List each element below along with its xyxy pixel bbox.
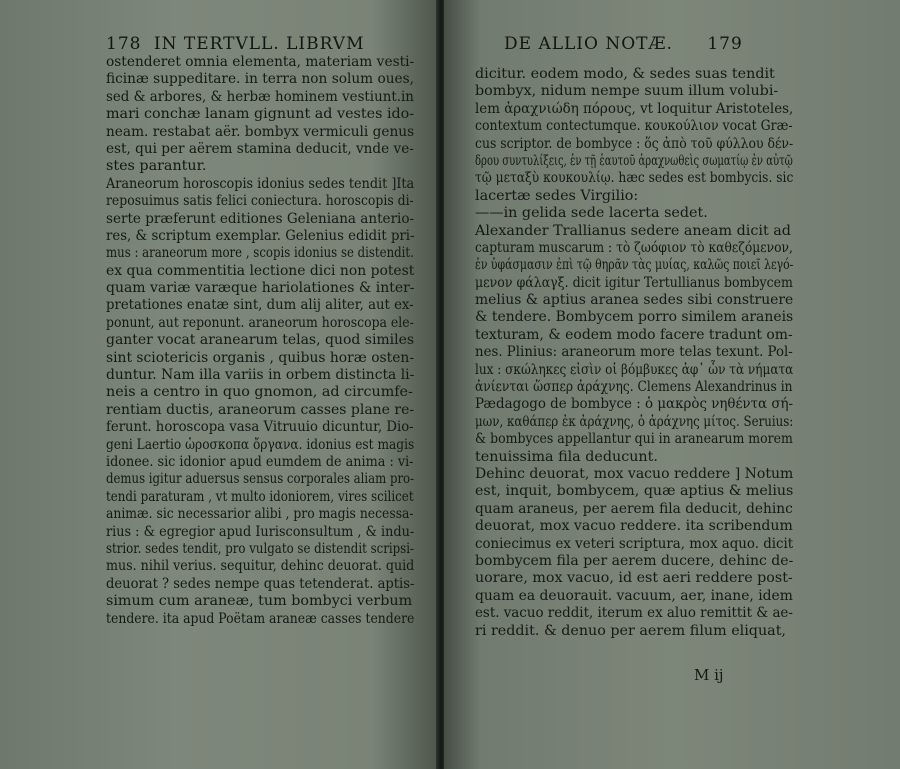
text-line: mus. nihil verius. sequitur, dehinc deuorat. quid [106, 558, 415, 575]
text-line: ferunt. horoscopa vasa Vitruuio dicuntur, Dio- [106, 419, 414, 436]
text-line: duntur. Nam illa variis in orbem distincta li- [106, 367, 415, 384]
right-running-head [504, 34, 743, 54]
text-line: lacertæ sedes Virgilio: [475, 187, 639, 204]
text-line: Araneorum horoscopis idonius sedes tendit ]Ita [106, 175, 415, 192]
text-line: quam variæ varæque hariolationes & inter- [106, 280, 415, 297]
text-line: ri reddit. & denuo per aerem filum eliquat, [475, 622, 786, 639]
text-line: tendi paraturam , vt multo idoniorem, vires scilicet [106, 488, 414, 505]
text-line: lem ἀραχνιώδη πόρους, vt loquitur Aristoteles, [475, 100, 794, 117]
text-line: ex qua commentitia lectione dici non potest [106, 262, 415, 279]
text-line: lux : σκώληκες εἰσὶν οἱ βόμβυκες ἀφ᾽ ὧν τὰ νήματα [475, 361, 794, 378]
text-line: quam araneus, per aerem fila deducit, dehinc [475, 500, 793, 517]
text-line: reposuimus satis felici coniectura. horoscopis di- [106, 193, 414, 210]
text-line: tenuissima fila deducunt. [475, 448, 658, 465]
text-line: sint sciotericis organis , quibus horæ osten- [106, 349, 415, 366]
right-head-title: DE ALLIO NOTÆ. [504, 34, 673, 54]
text-line: coniecimus ex veteri scriptura, mox aquo. dicit [475, 535, 794, 552]
text-line: & bombyces appellantur qui in aranearum morem [475, 431, 793, 448]
text-line: neis a centro in quo gnomon, ad circumfe- [106, 384, 413, 401]
text-line: est, qui per aërem stamina deducit, vnde ve- [106, 140, 414, 157]
text-line: stes parantur. [106, 158, 207, 175]
signature-mark: M ij [694, 666, 724, 684]
left-page [0, 0, 438, 769]
left-running-head [106, 34, 364, 54]
text-line: bombycem fila per aerem ducere, dehinc de- [475, 552, 794, 569]
text-line: dicitur. eodem modo, & sedes suas tendit [475, 66, 775, 82]
text-line: mus : araneorum more , scopis idonius se distendit. [106, 245, 414, 262]
text-line: bombyx, nidum nempe suum illum volubi- [475, 83, 779, 100]
text-line: idonee. sic idonior apud eumdem de anima : vi- [106, 453, 414, 470]
text-line: serte præferunt editiones Geleniana anterio- [106, 210, 415, 227]
text-line: contextum contectumque. κουκούλιον vocat Græ- [475, 118, 793, 135]
text-line: texturam, & eodem modo facere tradunt om- [475, 326, 793, 343]
text-line: deuorat, mox vacuo reddere. ita scribendum [475, 518, 793, 535]
text-line: quam ea deuorauit. vacuum, aer, inane, idem [475, 587, 793, 604]
text-line: est. vacuo reddit, iterum ex aluo remittit & ae- [475, 605, 793, 622]
text-line: strior. sedes tendit, pro vulgato se distendit scripsi- [106, 540, 414, 557]
text-line: melius & aptius aranea sedes sibi construere [475, 292, 794, 309]
left-page-text [106, 54, 414, 628]
text-line: Alexander Trallianus sedere aneam dicit ad [475, 222, 791, 239]
text-line: τῷ μεταξὺ κουκουλίῳ. hæc sedes est bombycis. sic [475, 170, 794, 187]
text-line: pretationes enatæ sint, dum alij aliter, aut ex- [106, 297, 414, 314]
text-line: mari conchæ lanam gignunt ad vestes ido- [106, 106, 415, 123]
text-line: μενον φάλαγξ. dicit igitur Tertullianus bombycem [475, 274, 793, 291]
text-line: res, & scriptum exemplar. Gelenius edidit pri- [106, 227, 415, 244]
right-page-number: 179 [707, 34, 743, 54]
right-page-text [475, 66, 793, 640]
text-line: uorare, mox vacuo, id est aeri reddere post- [475, 570, 793, 587]
text-line: ponunt, aut reponunt. araneorum horoscopa ele- [106, 314, 414, 331]
text-line: δρου συντυλίξεις, ἐν τῇ ἑαυτοῦ ἀραχνωθεὶς σωματίῳ ἐν αὐτῷ [475, 152, 793, 169]
text-line: nes. Plinius: araneorum more telas texunt. Pol- [475, 344, 793, 361]
left-head-title: IN TERTVLL. LIBRVM [153, 34, 365, 54]
text-line: ganter vocat aranearum telas, quod similes [106, 332, 415, 349]
text-line: demus igitur aduersus sensus corporales aliam pro- [106, 471, 415, 488]
text-line: μων, καθάπερ ἐκ ἀράχνης, ὁ ἀράχνης μίτος. Seruius: [475, 413, 794, 430]
text-line: deuorat ? sedes nempe quas tetenderat. aptis- [106, 575, 415, 592]
text-line: capturam muscarum : τὸ ζωόφιον τὸ καθεζόμενον, [475, 239, 793, 256]
text-line: cus scriptor. de bombyce : ὅς ἀπὸ τοῦ φύλλου δέν- [475, 135, 794, 152]
text-line: animæ. sic necessarior alibi , pro magis necessa- [106, 506, 414, 523]
text-line: & tendere. Bombycem porro similem araneis [475, 309, 794, 326]
text-line: ——in gelida sede lacerta sedet. [475, 205, 708, 222]
text-line: geni Laertio ὡροσκοπα ὄργανα. idonius est magis [106, 436, 415, 453]
text-line: ἀνίενται ὥσπερ ἀράχνης. Clemens Alexandrinus in [475, 379, 793, 396]
text-line: Dehinc deuorat, mox vacuo reddere ] Notum [475, 465, 794, 482]
text-line: est, inquit, bombycem, quæ aptius & melius [475, 483, 794, 500]
text-line: Pædagogo de bombyce : ὁ μακρὸς νηθέντα σή- [475, 396, 794, 413]
text-line: rius : & egregior apud Iurisconsultum , & indu- [106, 523, 415, 540]
text-line: rentiam ductis, araneorum casses plane re- [106, 401, 415, 418]
left-page-number: 178 [106, 34, 142, 54]
text-line: tendere. ita apud Poëtam araneæ casses tendere [106, 610, 415, 627]
text-line: sed & arbores, & herbæ hominem vestiunt.in [106, 88, 414, 105]
text-line: neam. restabat aër. bombyx vermiculi genus [106, 123, 415, 140]
text-line: ficinæ suppeditare. in terra non solum oues, [106, 71, 414, 88]
text-line: ostenderet omnia elementa, materiam vesti- [106, 54, 415, 70]
text-line: ἐν ὑφάσμασιν ἐπὶ τῷ θηρᾶν τὰς μυίας, καλῶς ποιεῖ λεγό- [475, 257, 794, 274]
right-page [444, 0, 900, 769]
text-line: simum cum araneæ, tum bombyci verbum [106, 593, 413, 610]
